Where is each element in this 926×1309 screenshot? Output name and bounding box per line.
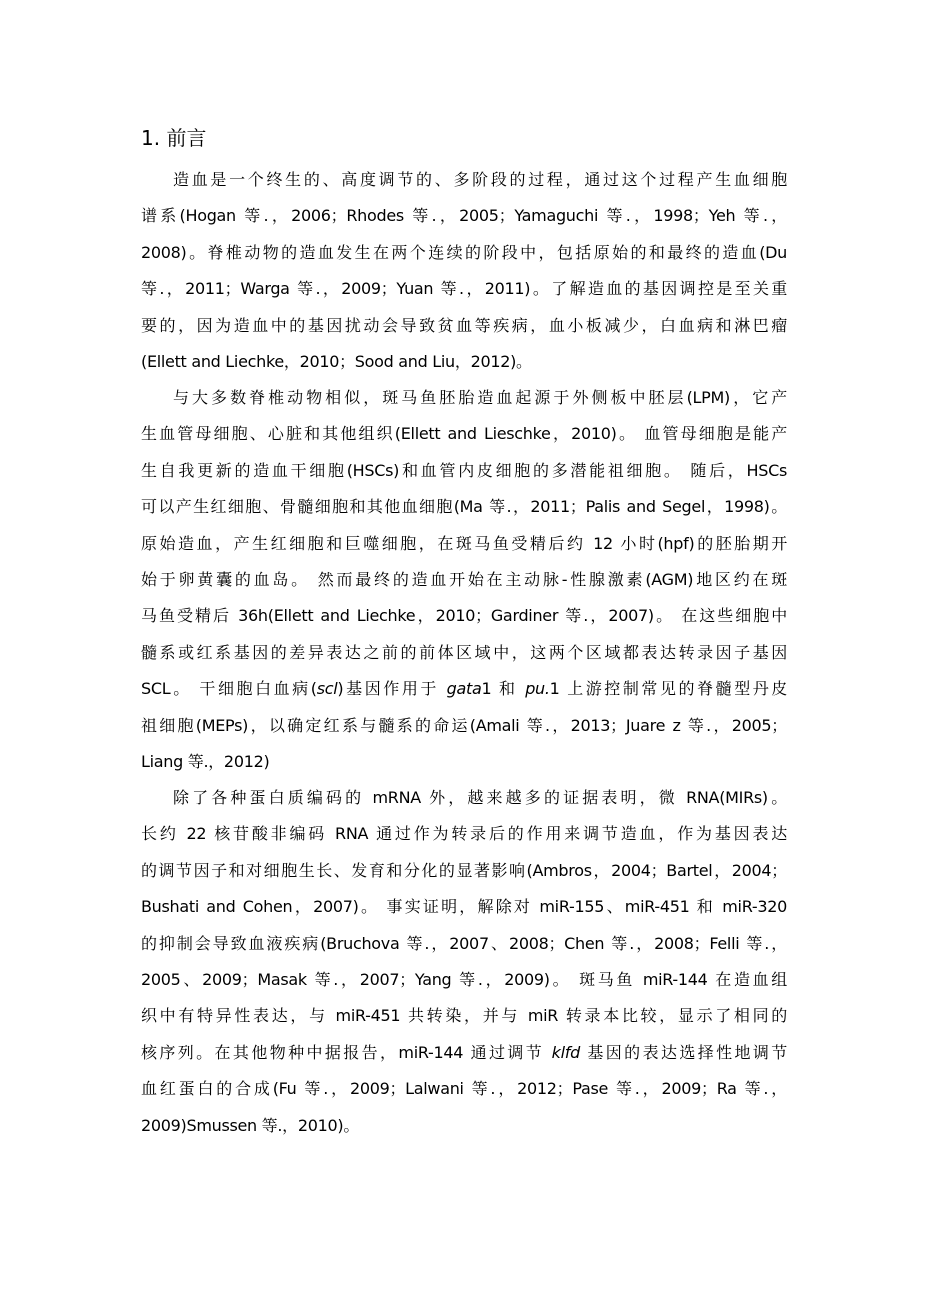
text-line	[141, 1035, 787, 1071]
text-segment: 2005、2009；Masak 等.，2007；Yang 等.，2009)。 斑马鱼 miR-144 在造血组	[141, 969, 787, 989]
text-segment: 谱系(Hogan 等.，2006；Rhodes 等.，2005；Yamaguchi 等.，1998；Yeh 等.，	[141, 206, 787, 226]
text-line	[141, 853, 787, 889]
text-segment: 2008)。脊椎动物的造血发生在两个连续的阶段中，包括原始的和最终的造血(Du	[141, 242, 787, 262]
text-segment: Liang 等.，2012)	[141, 751, 270, 771]
text-line	[141, 308, 787, 344]
text-segment: 的抑制会导致血液疾病(Bruchova 等.，2007、2008；Chen 等.，2008；Felli 等.，	[141, 933, 787, 953]
text-segment: 要的，因为造血中的基因扰动会导致贫血等疾病，血小板减少，白血病和淋巴瘤	[141, 315, 787, 335]
text-line	[141, 526, 787, 562]
text-segment: 2009)Smussen 等.，2010)。	[141, 1115, 360, 1135]
text-segment: 长约 22 核苷酸非编码 RNA 通过作为转录后的作用来调节造血，作为基因表达	[141, 824, 787, 844]
text-segment: 血红蛋白的合成(Fu 等.，2009；Lalwani 等.，2012；Pase 等.，2009；Ra 等.，	[141, 1079, 787, 1099]
text-segment: Bushati and Cohen，2007)。 事实证明，解除对 miR-155、miR-451 和 miR-320	[141, 897, 787, 917]
text-segment: 髓系或红系基因的差异表达之前的前体区域中，这两个区域都表达转录因子基因	[141, 642, 787, 662]
paragraph-micrornas	[141, 780, 787, 1144]
text-segment: 原始造血，产生红细胞和巨噬细胞，在斑马鱼受精后约 12 小时(hpf)的胚胎期开	[141, 533, 787, 553]
text-line	[141, 271, 787, 307]
text-segment: 生自我更新的造血干细胞(HSCs)和血管内皮细胞的多潜能祖细胞。 随后，HSCs	[141, 460, 787, 480]
text-line	[141, 744, 787, 780]
text-segment: 马鱼受精后 36h(Ellett and Liechke，2010；Gardiner 等.，2007)。 在这些细胞中	[141, 606, 787, 626]
text-line	[141, 162, 787, 198]
text-line	[141, 816, 787, 852]
text-line	[141, 671, 787, 707]
paragraph-hematopoiesis-intro	[141, 162, 787, 380]
text-segment: SCL。 干细胞白血病(	[141, 679, 317, 699]
text-line	[141, 998, 787, 1034]
text-segment: 始于卵黄囊的血岛。 然而最终的造血开始在主动脉-性腺激素(AGM)地区约在斑	[141, 569, 787, 589]
text-line	[141, 198, 787, 234]
italic-gene-name: klfd	[551, 1042, 580, 1062]
text-segment: 基因的表达选择性地调节	[579, 1042, 787, 1062]
paragraph-zebrafish-hematopoiesis	[141, 380, 787, 780]
text-line	[141, 489, 787, 525]
text-line	[141, 1108, 787, 1144]
text-segment: 与大多数脊椎动物相似，斑马鱼胚胎造血起源于外侧板中胚层(LPM)，它产	[173, 388, 787, 407]
text-segment: 的调节因子和对细胞生长、发育和分化的显著影响(Ambros，2004；Bartel，2004；	[141, 860, 787, 880]
italic-gene-name: scl	[316, 679, 338, 699]
text-line	[141, 780, 787, 816]
text-line	[141, 962, 787, 998]
italic-gene-name: gata	[446, 679, 482, 699]
text-segment: 等.，2011；Warga 等.，2009；Yuan 等.，2011)。了解造血的基因调控是至关重	[141, 279, 787, 299]
section-heading: 1. 前言	[141, 126, 207, 150]
text-line	[141, 708, 787, 744]
text-segment: 1 和	[481, 679, 526, 699]
text-line	[141, 453, 787, 489]
text-segment: 织中有特异性表达，与 miR-451 共转染，并与 miR 转录本比较，显示了相同的	[141, 1006, 787, 1026]
text-line	[141, 416, 787, 452]
text-line	[141, 380, 787, 416]
text-line	[141, 926, 787, 962]
text-line	[141, 1071, 787, 1107]
text-segment: 可以产生红细胞、骨髓细胞和其他血细胞(Ma 等.，2011；Palis and Segel，1998)。	[141, 497, 787, 517]
text-segment: 祖细胞(MEPs)，以确定红系与髓系的命运(Amali 等.，2013；Juare z 等.，2005；	[141, 715, 787, 735]
text-line	[141, 562, 787, 598]
text-segment: 核序列。在其他物种中据报告，miR-144 通过调节	[141, 1042, 552, 1062]
italic-gene-name: pu.	[525, 679, 550, 699]
text-segment: 生血管母细胞、心脏和其他组织(Ellett and Lieschke，2010)。 血管母细胞是能产	[141, 424, 787, 444]
text-segment: 1 上游控制常见的脊髓型丹皮	[549, 679, 788, 699]
text-line	[141, 635, 787, 671]
text-segment: )基因作用于	[337, 679, 447, 699]
text-line	[141, 889, 787, 925]
text-segment: 除了各种蛋白质编码的 mRNA 外，越来越多的证据表明，微 RNA(MIRs)。	[173, 788, 787, 807]
text-line	[141, 235, 787, 271]
text-segment: 造血是一个终生的、高度调节的、多阶段的过程，通过这个过程产生血细胞	[173, 170, 787, 189]
text-line	[141, 598, 787, 634]
text-line	[141, 344, 787, 380]
text-segment: (Ellett and Liechke，2010；Sood and Liu，2012)。	[141, 351, 532, 371]
